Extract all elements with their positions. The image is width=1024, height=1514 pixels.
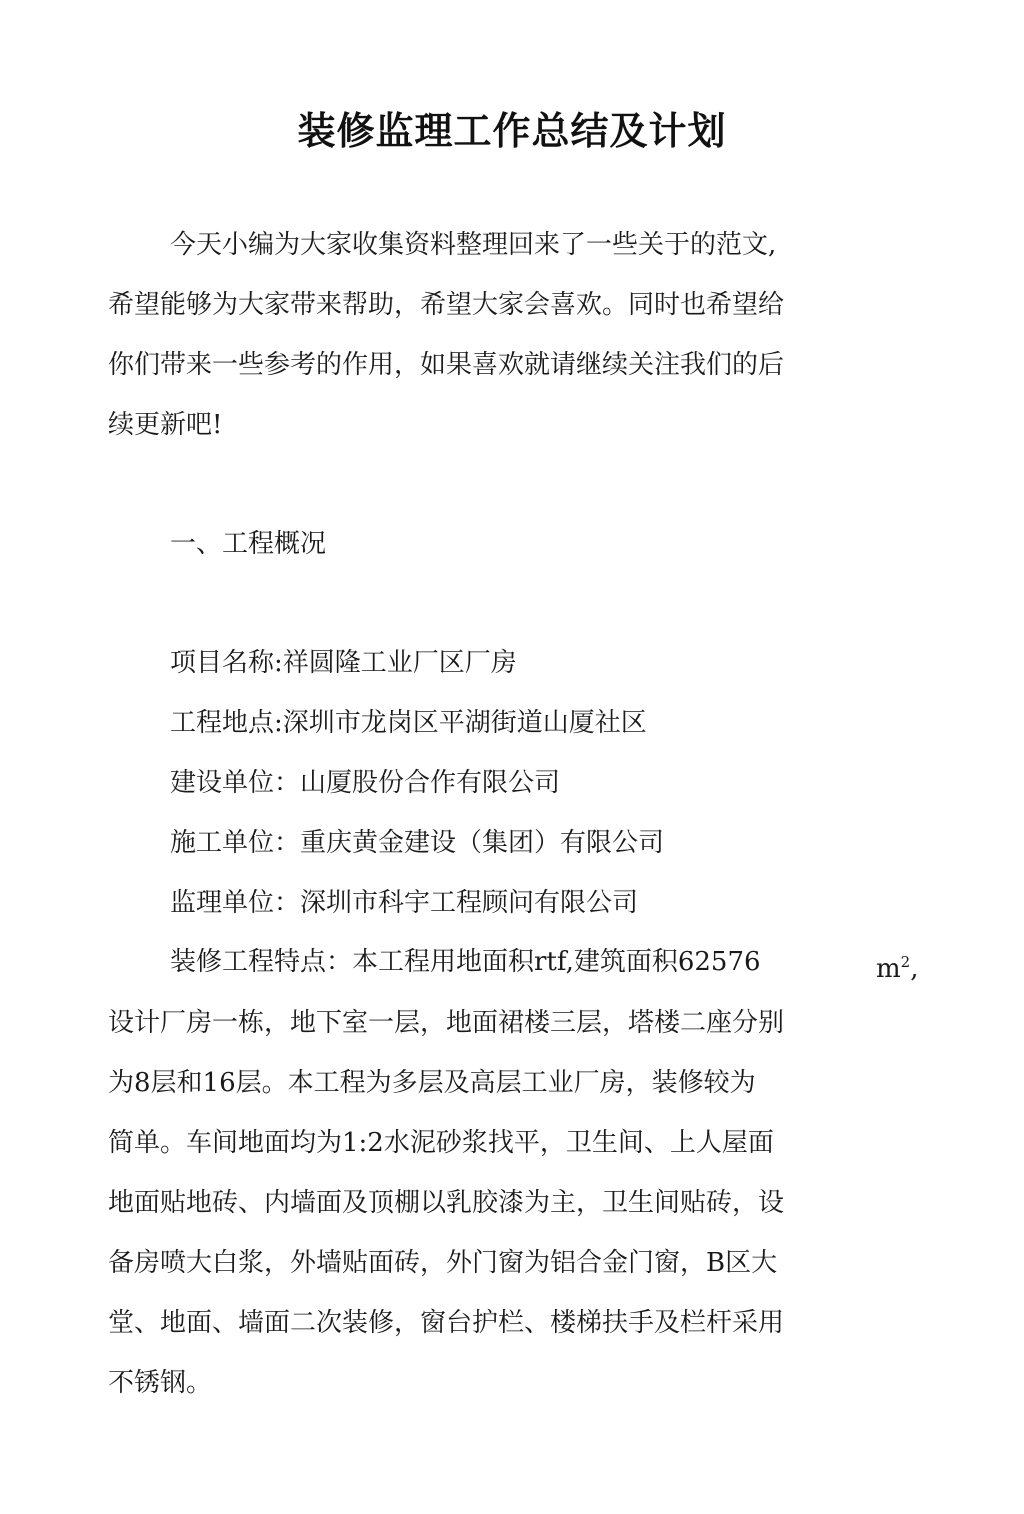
area-unit-sup: 2 (900, 953, 911, 971)
intro-line-2: 希望能够为大家带来帮助，希望大家会喜欢。同时也希望给 (108, 290, 785, 320)
document-title: 装修监理工作总结及计划 (297, 109, 727, 153)
section-heading: 一、工程概况 (170, 529, 327, 559)
features-line-2: 设计厂房一栋，地下室一层，地面裙楼三层，塔楼二座分别 (108, 1008, 785, 1038)
features-line-6: 备房喷大白浆，外墙贴面砖，外门窗为铝合金门窗，B区大 (108, 1248, 778, 1278)
features-line-1: 装修工程特点：本工程用地面积rtf,建筑面积62576 (170, 947, 761, 977)
features-line-3: 为8层和16层。本工程为多层及高层工业厂房，装修较为 (108, 1068, 756, 1098)
features-line-8: 不锈钢。 (108, 1368, 213, 1398)
supervision-unit: 监理单位：深圳市科宇工程顾问有限公司 (170, 888, 639, 918)
intro-line-4: 续更新吧! (108, 410, 223, 440)
project-location: 工程地点:深圳市龙岗区平湖街道山厦社区 (170, 708, 647, 738)
contractor-unit: 施工单位：重庆黄金建设（集团）有限公司 (170, 828, 665, 858)
area-unit (876, 942, 918, 989)
area-unit-tail: , (910, 954, 919, 984)
project-name: 项目名称:祥圆隆工业厂区厂房 (170, 648, 517, 678)
intro-line-3: 你们带来一些参考的作用，如果喜欢就请继续关注我们的后 (108, 350, 785, 380)
intro-line-1: 今天小编为大家收集资料整理回来了一些关于的范文, (170, 230, 777, 260)
area-unit-base: m (876, 954, 901, 984)
construction-unit: 建设单位：山厦股份合作有限公司 (170, 768, 561, 798)
features-line-7: 堂、地面、墙面二次装修，窗台护栏、楼梯扶手及栏杆采用 (108, 1308, 785, 1338)
features-line-5: 地面贴地砖、内墙面及顶棚以乳胶漆为主，卫生间贴砖，设 (108, 1188, 785, 1218)
features-line-4: 简单。车间地面均为1:2水泥砂浆找平，卫生间、上人屋面 (108, 1128, 774, 1158)
